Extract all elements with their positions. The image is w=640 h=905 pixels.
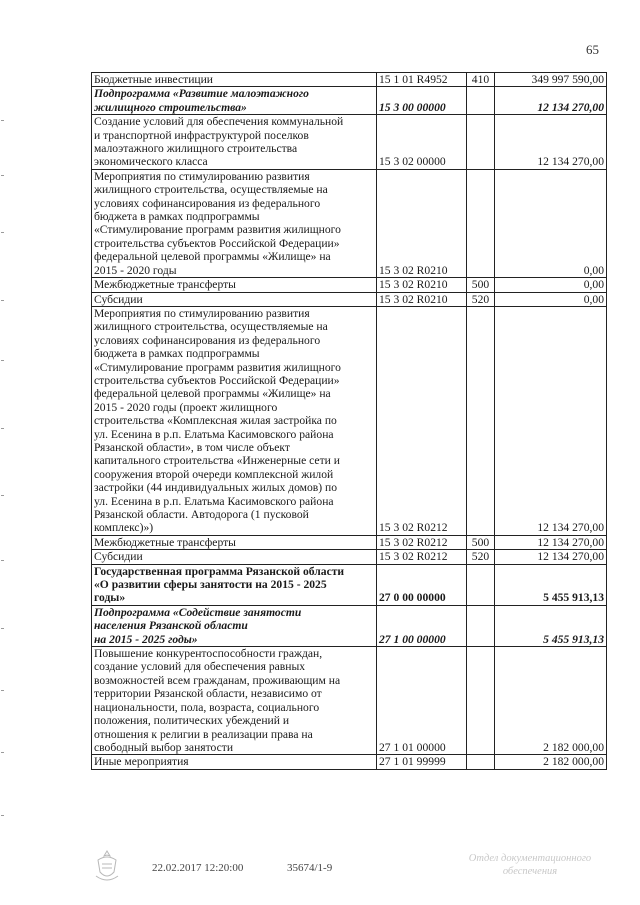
row-code: 15 3 02 R0210	[377, 169, 467, 277]
row-expense-type: 520	[467, 292, 495, 306]
row-name-line: застройки (44 индивидуальных жилых домов) по	[94, 481, 338, 495]
row-name-line: Иные мероприятия	[94, 755, 189, 769]
row-amount: 12 134 270,00	[495, 87, 607, 115]
row-name-line: территории Рязанской области, независимо от	[94, 687, 322, 701]
row-name-line: создание условий для обеспечения равных	[94, 660, 306, 674]
row-expense-type	[467, 115, 495, 170]
row-name-line: комплекс)»)	[94, 521, 154, 535]
row-name	[92, 755, 377, 769]
row-name-line: строительства субъектов Российской Федерации»	[94, 373, 340, 387]
footer-faint-line: обеспечения	[502, 866, 558, 877]
row-name-line: капитального строительства «Инженерные сети и	[94, 454, 340, 468]
row-amount: 0,00	[495, 278, 607, 292]
row-name	[92, 647, 377, 755]
row-code: 15 3 02 R0212	[377, 535, 467, 549]
row-code: 27 1 01 99999	[377, 755, 467, 769]
row-code: 27 1 00 00000	[377, 605, 467, 646]
row-name	[92, 73, 377, 87]
row-name-line: Межбюджетные трансферты	[94, 535, 236, 549]
row-expense-type: 500	[467, 278, 495, 292]
row-amount: 2 182 000,00	[495, 647, 607, 755]
table-row	[92, 564, 607, 605]
table-row	[92, 550, 607, 564]
row-name-line: Повышение конкурентоспособности граждан,	[94, 647, 323, 661]
table-row	[92, 169, 607, 277]
row-code: 15 3 00 00000	[377, 87, 467, 115]
table-row	[92, 755, 607, 769]
row-name-line: экономического класса	[94, 155, 208, 169]
row-name-line: на 2015 - 2025 годы»	[94, 632, 198, 646]
row-expense-type	[467, 87, 495, 115]
emblem-icon	[92, 848, 122, 884]
table-row	[92, 115, 607, 170]
row-amount: 5 455 913,13	[495, 564, 607, 605]
row-amount: 5 455 913,13	[495, 605, 607, 646]
row-expense-type	[467, 647, 495, 755]
table-row	[92, 292, 607, 306]
footer-doc-number: 35674/1-9	[287, 862, 333, 874]
footer-faint-line: Отдел документационного	[468, 853, 592, 864]
row-name-line: жилищного строительства»	[94, 100, 247, 114]
binding-edge-marks	[0, 0, 6, 905]
row-code: 15 3 02 00000	[377, 115, 467, 170]
row-name-line: Мероприятия по стимулированию развития	[94, 169, 310, 183]
table-row	[92, 535, 607, 549]
row-amount: 12 134 270,00	[495, 550, 607, 564]
row-name-line: «О развитии сферы занятости на 2015 - 2025	[94, 578, 327, 592]
row-name	[92, 169, 377, 277]
footer-datetime: 22.02.2017 12:20:00	[152, 862, 244, 874]
row-name-line: свободный выбор занятости	[94, 740, 234, 754]
row-name-line: бюджета в рамках подпрограммы	[94, 347, 260, 361]
row-name	[92, 550, 377, 564]
row-name	[92, 278, 377, 292]
row-expense-type	[467, 564, 495, 605]
row-name-line: ул. Есенина в р.п. Елатьма Касимовского района	[94, 494, 334, 508]
row-expense-type: 520	[467, 550, 495, 564]
row-name-line: отношения к религии в реализации права на	[94, 727, 313, 741]
row-name-line: строительства субъектов Российской Федерации»	[94, 236, 340, 250]
row-name-line: Подпрограмма «Содействие занятости	[94, 605, 302, 619]
row-expense-type: 410	[467, 73, 495, 87]
table-row	[92, 647, 607, 755]
row-code: 15 3 02 R0212	[377, 306, 467, 535]
row-code: 15 1 01 R4952	[377, 73, 467, 87]
row-name-line: бюджета в рамках подпрограммы	[94, 210, 260, 224]
row-amount: 0,00	[495, 292, 607, 306]
table-row	[92, 306, 607, 535]
row-expense-type	[467, 169, 495, 277]
row-name-line: сооружения второй очереди комплексной жилой	[94, 467, 334, 481]
row-name-line: «Стимулирование программ развития жилищного	[94, 223, 341, 237]
table-row	[92, 87, 607, 115]
row-code: 15 3 02 R0210	[377, 278, 467, 292]
row-name	[92, 605, 377, 646]
row-expense-type: 500	[467, 535, 495, 549]
row-name	[92, 535, 377, 549]
row-amount: 12 134 270,00	[495, 306, 607, 535]
budget-table-body	[92, 73, 607, 770]
row-amount: 12 134 270,00	[495, 115, 607, 170]
table-row	[92, 605, 607, 646]
footer-faint-stamp	[455, 852, 605, 878]
row-name-line: малоэтажного жилищного строительства	[94, 142, 298, 156]
row-name-line: населения Рязанской области	[94, 619, 248, 633]
row-expense-type	[467, 605, 495, 646]
row-name-line: строительства «Комплексная жилая застройка по	[94, 414, 337, 428]
row-name-line: возможностей всем гражданам, проживающим на	[94, 673, 341, 687]
row-name-line: «Стимулирование программ развития жилищного	[94, 360, 341, 374]
row-name-line: и транспортной инфраструктурой поселков	[94, 128, 309, 142]
page-number: 65	[586, 42, 599, 57]
row-name-line: жилищного строительства, осуществляемые на	[94, 183, 328, 197]
table-row	[92, 73, 607, 87]
row-code: 15 3 02 R0210	[377, 292, 467, 306]
row-name-line: федеральной целевой программы «Жилище» на	[94, 250, 331, 264]
row-name-line: годы»	[94, 591, 126, 605]
row-name-line: Субсидии	[94, 550, 143, 564]
row-name-line: положения, политических убеждений и	[94, 714, 290, 728]
row-name-line: Подпрограмма «Развитие малоэтажного	[94, 87, 309, 101]
row-name	[92, 292, 377, 306]
table-row	[92, 278, 607, 292]
row-name-line: 2015 - 2020 годы (проект жилищного	[94, 400, 278, 414]
row-name	[92, 564, 377, 605]
row-amount: 0,00	[495, 169, 607, 277]
row-name-line: Рязанской области», в том числе объект	[94, 440, 290, 454]
row-name-line: Государственная программа Рязанской области	[94, 564, 345, 578]
row-amount: 12 134 270,00	[495, 535, 607, 549]
row-name-line: Мероприятия по стимулированию развития	[94, 306, 310, 320]
row-name-line: Межбюджетные трансферты	[94, 278, 236, 292]
row-expense-type	[467, 755, 495, 769]
row-name-line: жилищного строительства, осуществляемые на	[94, 320, 328, 334]
row-name-line: ул. Есенина в р.п. Елатьма Касимовского района	[94, 427, 334, 441]
row-name-line: национальности, пола, возраста, социального	[94, 700, 320, 714]
row-name-line: 2015 - 2020 годы	[94, 263, 177, 277]
row-name-line: условиях софинансирования из федерального	[94, 196, 321, 210]
row-code: 15 3 02 R0212	[377, 550, 467, 564]
row-amount: 349 997 590,00	[495, 73, 607, 87]
row-code: 27 1 01 00000	[377, 647, 467, 755]
row-name-line: Рязанской области. Автодорога (1 пусковой	[94, 508, 309, 521]
row-name	[92, 87, 377, 115]
row-name	[92, 115, 377, 170]
row-name-line: Создание условий для обеспечения коммунальной	[94, 115, 344, 129]
row-name-line: Субсидии	[94, 292, 143, 306]
row-amount: 2 182 000,00	[495, 755, 607, 769]
row-name-line: Бюджетные инвестиции	[94, 73, 214, 86]
row-code: 27 0 00 00000	[377, 564, 467, 605]
budget-table	[91, 72, 607, 770]
row-name	[92, 306, 377, 535]
row-name-line: условиях софинансирования из федерального	[94, 333, 321, 347]
row-expense-type	[467, 306, 495, 535]
row-name-line: федеральной целевой программы «Жилище» на	[94, 387, 331, 401]
